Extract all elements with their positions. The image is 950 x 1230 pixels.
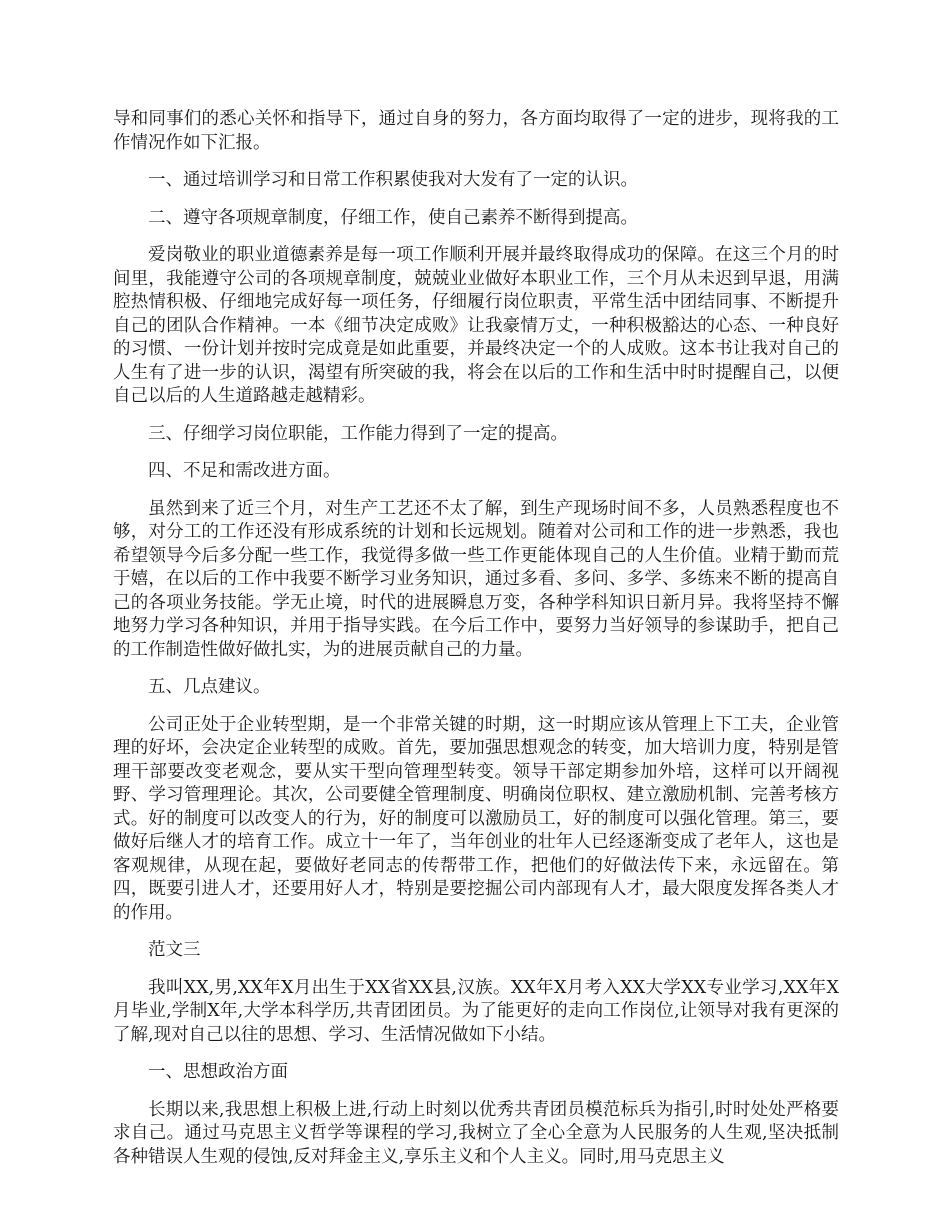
section-heading-1: 一、通过培训学习和日常工作积累使我对大发有了一定的认识。 xyxy=(148,170,638,190)
paragraph-political-thought: 长期以来,我思想上积极上进,行动上时刻以优秀共青团员模范标兵为指引,时时处处严格要求自己。通过马克思主义哲学等课程的学习,我树立了全心全意为人民服务的人生观,坚决抵制各种错误人生观的侵蚀,反对拜金主义,享乐主义和个人主义。同时,用马克思主义 xyxy=(113,1099,839,1167)
paragraph-professional-ethics: 爱岗敬业的职业道德素养是每一项工作顺利开展并最终取得成功的保障。在这三个月的时间里，我能遵守公司的各项规章制度，兢兢业业做好本职业工作，三个月从未迟到早退，用满腔热情积极、仔细地完成好每一项任务，仔细履行岗位职责，平常生活中团结同事、不断提升自己的团队合作精神。一本《细节决定成败》让我豪情万丈，一种积极豁达的心态、一种良好的习惯、一份计划并按时完成竟是如此重要，并最终决定一个的人成败。这本书让我对自己的人生有了进一步的认识，渴望有所突破的我，将会在以后的工作和生活中时时提醒自己，以便自己以后的人生道路越走越精彩。 xyxy=(113,245,839,406)
paragraph-continuation: 导和同事们的悉心关怀和指导下，通过自身的努力，各方面均取得了一定的进步，现将我的工作情况作如下汇报。 xyxy=(113,109,839,153)
sample-title: 范文三 xyxy=(148,940,201,960)
paragraph-shortcomings: 虽然到来了近三个月，对生产工艺还不太了解，到生产现场时间不多，人员熟悉程度也不够，对分工的工作还没有形成系统的计划和长远规划。随着对公司和工作的进一步熟悉，我也希望领导今后多分配一些工作，我觉得多做一些工作更能体现自己的人生价值。业精于勤而荒于嬉，在以后的工作中我要不断学习业务知识，通过多看、多问、多学、多练来不断的提高自己的各项业务技能。学无止境，时代的进展瞬息万变，各种学科知识日新月异。我将坚持不懈地努力学习各种知识，并用于指导实践。在今后工作中，要努力当好领导的参谋助手，把自己的工作制造性做好做扎实，为的进展贡献自己的力量。 xyxy=(113,498,839,660)
section-heading-4: 四、不足和需改进方面。 xyxy=(148,461,341,481)
section-heading-3: 三、仔细学习岗位职能，工作能力得到了一定的提高。 xyxy=(148,423,568,444)
paragraph-self-introduction: 我叫XX,男,XX年X月出生于XX省XX县,汉族。XX年X月考入XX大学XX专业学习,XX年X月毕业,学制X年,大学本科学历,共青团团员。为了能更好的走向工作岗位,让领导对我有更深的了解,现对自己以往的思想、学习、生活情况做如下小结。 xyxy=(113,977,839,1045)
section-heading-5: 五、几点建议。 xyxy=(148,677,271,697)
section-heading-political: 一、思想政治方面 xyxy=(148,1062,288,1082)
paragraph-suggestions: 公司正处于企业转型期，是一个非常关键的时期，这一时期应该从管理上下工夫，企业管理的好坏，会决定企业转型的成败。首先，要加强思想观念的转变，加大培训力度，特别是管理干部要改变老观念，要从实干型向管理型转变。领导干部定期参加外培，这样可以开阔视野、学习管理理论。其次，公司要健全管理制度、明确岗位职权、建立激励机制、完善考核方式。好的制度可以改变人的行为，好的制度可以激励员工，好的制度可以强化管理。第三，要做好后继人才的培育工作。成立十一年了，当年创业的壮年人已经逐渐变成了老年人，这也是客观规律，从现在起，要做好老同志的传帮带工作，把他们的好做法传下来，永远留在。第四，既要引进人才，还要用好人才，特别是要挖掘公司内部现有人才，最大限度发挥各类人才的作用。 xyxy=(113,714,839,923)
section-heading-2: 二、遵守各项规章制度，仔细工作，使自己素养不断得到提高。 xyxy=(148,207,638,228)
document-body xyxy=(113,108,839,1183)
